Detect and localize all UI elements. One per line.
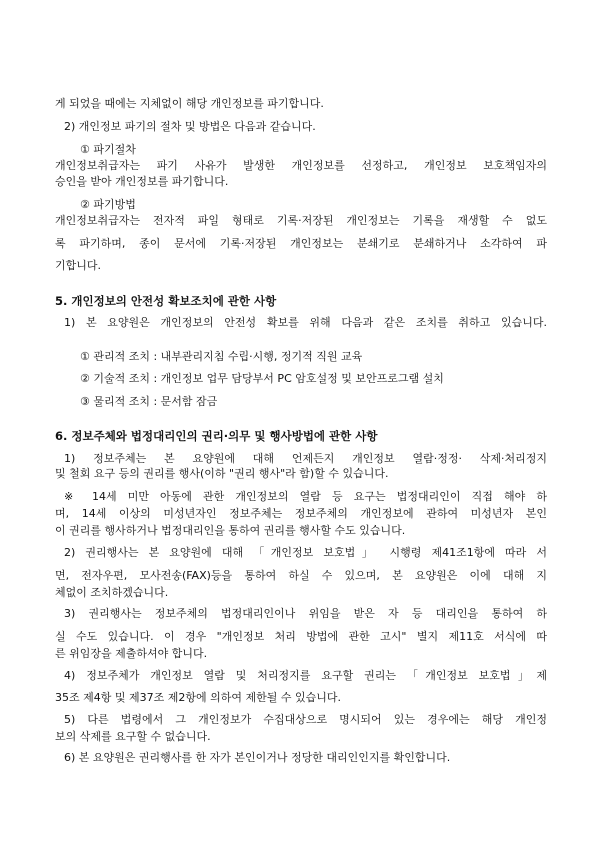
paragraph-line: 이 권리를 행사하거나 법정대리인을 통하여 권리를 행사할 수도 있습니다. — [55, 524, 406, 537]
paragraph-line: 록 파기하며, 종이 문서에 기록·저장된 개인정보는 분쇄기로 분쇄하거나 소각하여 파 — [55, 237, 547, 250]
paragraph-line: 실 수도 있습니다. 이 경우 "개인정보 처리 방법에 관한 고시" 별지 제11호 서식에 따 — [55, 630, 547, 643]
section-heading: 6. 정보주체와 법정대리인의 권리·의무 및 행사방법에 관한 사항 — [55, 429, 378, 443]
subheading: ① 파기절차 — [80, 143, 136, 156]
paragraph-line: 른 위임장을 제출하셔야 합니다. — [55, 647, 208, 660]
list-item: 1) 정보주체는 본 요양원에 대해 언제든지 개인정보 열람·정정· 삭제·처리정지 — [64, 452, 547, 465]
list-item: ② 기술적 조치 : 개인정보 업무 담당부서 PC 암호설정 및 보안프로그램 설치 — [80, 372, 444, 385]
section-heading: 5. 개인정보의 안전성 확보조치에 관한 사항 — [55, 294, 277, 308]
list-item: ③ 물리적 조치 : 문서함 잠금 — [80, 395, 218, 408]
paragraph-line: 게 되었을 때에는 지체없이 해당 개인정보를 파기합니다. — [55, 97, 324, 110]
list-item: 3) 권리행사는 정보주체의 법정대리인이나 위임을 받은 자 등 대리인을 통하여 하 — [64, 607, 547, 620]
paragraph-line: 며, 14세 이상의 미성년자인 정보주체는 정보주체의 개인정보에 관하여 미성년자 본인 — [55, 507, 547, 520]
subheading: ② 파기방법 — [80, 198, 136, 211]
paragraph-line: 개인정보취급자는 파기 사유가 발생한 개인정보를 선정하고, 개인정보 보호책임자의 — [55, 159, 547, 172]
list-item: 2) 개인정보 파기의 절차 및 방법은 다음과 같습니다. — [64, 120, 316, 133]
list-item: 1) 본 요양원은 개인정보의 안전성 확보를 위해 다음과 같은 조치를 취하고 있습니다. — [64, 316, 547, 329]
list-item: 5) 다른 법령에서 그 개인정보가 수집대상으로 명시되어 있는 경우에는 해당 개인정 — [64, 713, 547, 726]
paragraph-line: 및 철회 요구 등의 권리를 행사(이하 "권리 행사"라 함)할 수 있습니다. — [55, 467, 389, 480]
paragraph-line: 면, 전자우편, 모사전송(FAX)등을 통하여 하실 수 있으며, 본 요양원은 이에 대해 지 — [55, 569, 547, 582]
list-item: ① 관리적 조치 : 내부관리지침 수립·시행, 정기적 직원 교육 — [80, 350, 363, 363]
list-item: 4) 정보주체가 개인정보 열람 및 처리정지를 요구할 권리는 「개인정보 보호법」제 — [64, 669, 547, 682]
paragraph-line: 개인정보취급자는 전자적 파일 형태로 기록·저장된 개인정보는 기록을 재생할 수 없도 — [55, 214, 547, 227]
paragraph-line: 35조 제4항 및 제37조 제2항에 의하여 제한될 수 있습니다. — [55, 691, 341, 704]
paragraph-line: 기합니다. — [55, 259, 102, 272]
note-line: ※ 14세 미만 아동에 관한 개인정보의 열람 등 요구는 법정대리인이 직접 해야 하 — [64, 490, 547, 503]
list-item: 6) 본 요양원은 권리행사를 한 자가 본인이거나 정당한 대리인인지를 확인합니다. — [64, 751, 451, 764]
paragraph-line: 보의 삭제를 요구할 수 없습니다. — [55, 730, 211, 743]
paragraph-line: 체없이 조치하겠습니다. — [55, 586, 169, 599]
paragraph-line: 승인을 받아 개인정보를 파기합니다. — [55, 175, 229, 188]
list-item: 2) 권리행사는 본 요양원에 대해 「개인정보 보호법」 시행령 제41조1항에 따라 서 — [64, 546, 547, 559]
